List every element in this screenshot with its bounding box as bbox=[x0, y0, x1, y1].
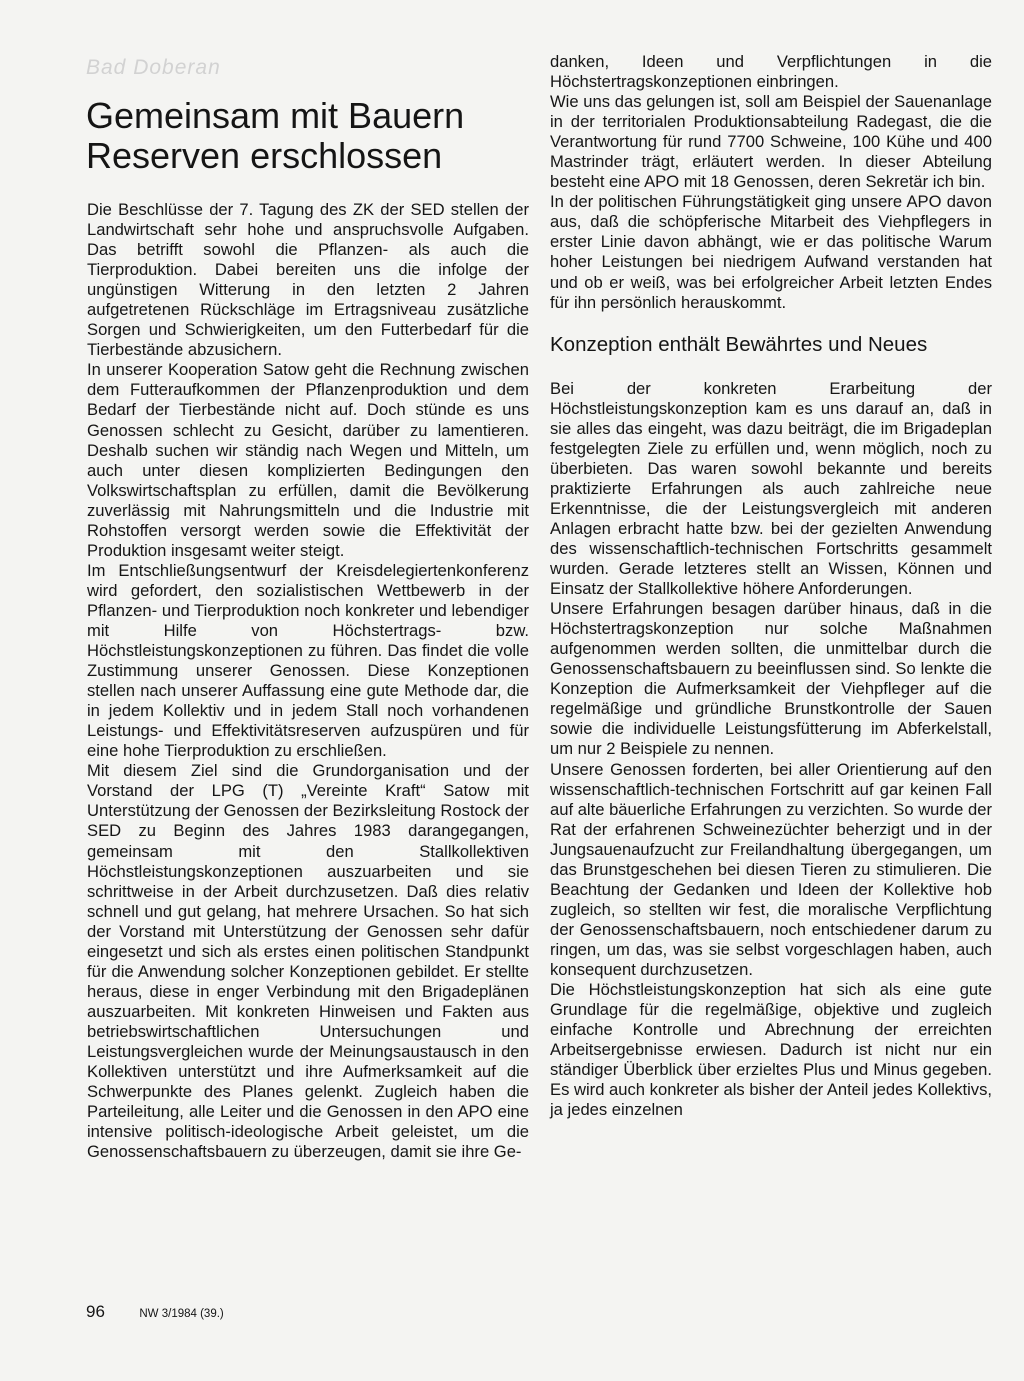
body-paragraph: Wie uns das gelungen ist, soll am Beispiel der Sauenanlage in der territorialen Produktionsabteilung Radegast, die die Verantwortung für rund 7700 Schweine, 100 Kühe und 400 Mastrinder trägt, erläutert werden. In dieser Abteilung besteht eine APO mit 18 Genossen, deren Sekretär ich bin. bbox=[550, 92, 992, 192]
body-paragraph: Mit diesem Ziel sind die Grundorganisation und der Vorstand der LPG (T) „Vereinte Kraft“ Satow mit Unterstützung der Genossen der Bezirksleitung Rostock der SED zu Beginn des Jahres 1983 darangegangen, gemeinsam mit den Stallkollektiven Höchstleistungskonzeptionen auszuarbeiten und sie schrittweise in der Arbeit durchzusetzen. Daß dies relativ schnell und gut gelang, hat mehrere Ursachen. So hat sich der Vorstand mit Unterstützung der Genossen sehr dafür eingesetzt und sich als erstes einen politischen Standpunkt für die Anwendung solcher Konzeptionen gebildet. Er stellte heraus, diese in enger Verbindung mit den Brigadeplänen auszuarbeiten. Mit konkreten Hinweisen und Fakten aus betriebswirtschaftlichen Untersuchungen und Leistungsvergleichen wurde der Meinungsaustausch in den Kollektiven unterstützt und ihre Aufmerksamkeit auf die Schwerpunkte des Planes gelenkt. Zugleich haben die Parteileitung, alle Leiter und die Genossen in den APO eine intensive politisch-ideologische Arbeit geleistet, um die Genossenschaftsbauern zu überzeugen, damit sie ihre Ge- bbox=[87, 761, 529, 1162]
body-paragraph: In unserer Kooperation Satow geht die Rechnung zwischen dem Futteraufkommen der Pflanzenproduktion und dem Bedarf der Tierbestände nicht auf. Doch stünde es uns Genossen schlecht zu Gesicht, darüber zu lamentieren. Deshalb suchen wir ständig nach Wegen und Mitteln, um auch unter diesen komplizierten Bedingungen den Volkswirtschaftsplan zu erfüllen, damit die Bevölkerung zuverlässig mit Nahrungsmitteln und die Industrie mit Rohstoffen versorgt werden sowie die Effektivität der Produktion insgesamt weiter steigt. bbox=[87, 360, 529, 560]
section-subheading: Konzeption enthält Bewährtes und Neues bbox=[550, 332, 928, 356]
body-paragraph: danken, Ideen und Verpflichtungen in die Höchstertragskonzeptionen einbringen. bbox=[550, 52, 992, 92]
body-paragraph: Im Entschließungsentwurf der Kreisdelegiertenkonferenz wird gefordert, den sozialistischen Wettbewerb in der Pflanzen- und Tierproduktion noch konkreter und lebendiger mit Hilfe von Höchstertrags- bzw. Höchstleistungskonzeptionen zu führen. Das findet die volle Zustimmung unserer Genossen. Diese Konzeptionen stellen nach unserer Auffassung eine gute Methode dar, die in jedem Kollektiv und in jedem Stall noch vorhandenen Leistungs- und Effektivitätsreserven aufzuspüren und für eine hohe Tierproduktion zu erschließen. bbox=[87, 560, 529, 761]
page-footer bbox=[86, 1302, 224, 1322]
body-paragraph: Die Höchstleistungskonzeption hat sich als eine gute Grundlage für die regelmäßige, objektive und zugleich einfache Kontrolle und Abrechnung der erreichten Arbeitsergebnisse erwiesen. Dadurch ist nicht nur ein ständiger Überblick über erzieltes Plus und Minus gegeben. Es wird auch konkreter als bisher der Anteil jedes Kollektivs, ja jedes einzelnen bbox=[550, 980, 992, 1120]
left-column bbox=[87, 200, 529, 1162]
body-paragraph: Unsere Genossen forderten, bei aller Orientierung auf den wissenschaftlich-technischen Fortschritt auf gar keinen Fall auf alte bäuerliche Erfahrungen zu verzichten. So wurde der Rat der erfahrenen Schweinezüchter beherzigt und in der Jungsauenaufzucht zur Freilandhaltung übergegangen, um das Brunstgeschehen bei diesen Tieren zu stimulieren. Die Beachtung der Gedanken und Ideen der Kollektive hob zugleich, so stellten wir fest, die moralische Verpflichtung der Genossenschaftsbauern, noch entschiedener darum zu ringen, um das, was sie selbst vorgeschlagen haben, auch konsequent durchzusetzen. bbox=[550, 759, 992, 979]
article-headline: Gemeinsam mit Bauern Reserven erschlossen bbox=[86, 95, 465, 176]
location-kicker: Bad Doberan bbox=[86, 56, 221, 79]
body-paragraph: Bei der konkreten Erarbeitung der Höchstleistungskonzeption kam es uns darauf an, daß in sie alles das eingeht, was dazu beiträgt, die im Brigadeplan festgelegten Ziele zu erfüllen und, wenn möglich, noch zu überbieten. Das waren sowohl bekannte und bereits praktizierte Erfahrungen als auch zahlreiche neue Erkenntnisse, die der Leistungsvergleich mit anderen Anlagen erbracht hatte bzw. bei der gezielten Anwendung des wissenschaftlich-technischen Fortschritts gesammelt wurden. Gerade letzteres stellt an Wissen, Können und Einsatz der Stallkollektive höhere Anforderungen. bbox=[550, 378, 992, 599]
body-paragraph: Unsere Erfahrungen besagen darüber hinaus, daß in die Höchstertragskonzeption nur solche Maßnahmen aufgenommen werden sollten, die unmittelbar durch die Genossenschaftsbauern zu beeinflussen sind. So lenkte die Konzeption die Aufmerksamkeit der Viehpfleger auf die regelmäßige und gründliche Brunstkontrolle der Sauen sowie die individuelle Leistungsfütterung im Abferkelstall, um nur 2 Beispiele zu nennen. bbox=[550, 599, 992, 759]
publication-source: NW 3/1984 (39.) bbox=[139, 1308, 224, 1320]
page-number: 96 bbox=[86, 1302, 105, 1321]
right-column bbox=[550, 52, 992, 1120]
body-paragraph: In der politischen Führungstätigkeit ging unsere APO davon aus, daß die schöpferische Mitarbeit des Viehpflegers in erster Linie davon abhängt, wie er das politische Warum hoher Leistungen bei niedrigem Aufwand verstanden hat und ob er weiß, was bei erfolgreicher Arbeit letzten Endes für ihn persönlich herauskommt. bbox=[550, 192, 992, 312]
body-paragraph: Die Beschlüsse der 7. Tagung des ZK der SED stellen der Landwirtschaft sehr hohe und anspruchsvolle Aufgaben. Das betrifft sowohl die Pflanzen- als auch die Tierproduktion. Dabei bereiten uns die infolge der ungünstigen Witterung in den letzten 2 Jahren aufgetretenen Rückschläge im Ertragsniveau zusätzliche Sorgen und Schwierigkeiten, um den Futterbedarf für die Tierbestände abzusichern. bbox=[87, 200, 529, 360]
